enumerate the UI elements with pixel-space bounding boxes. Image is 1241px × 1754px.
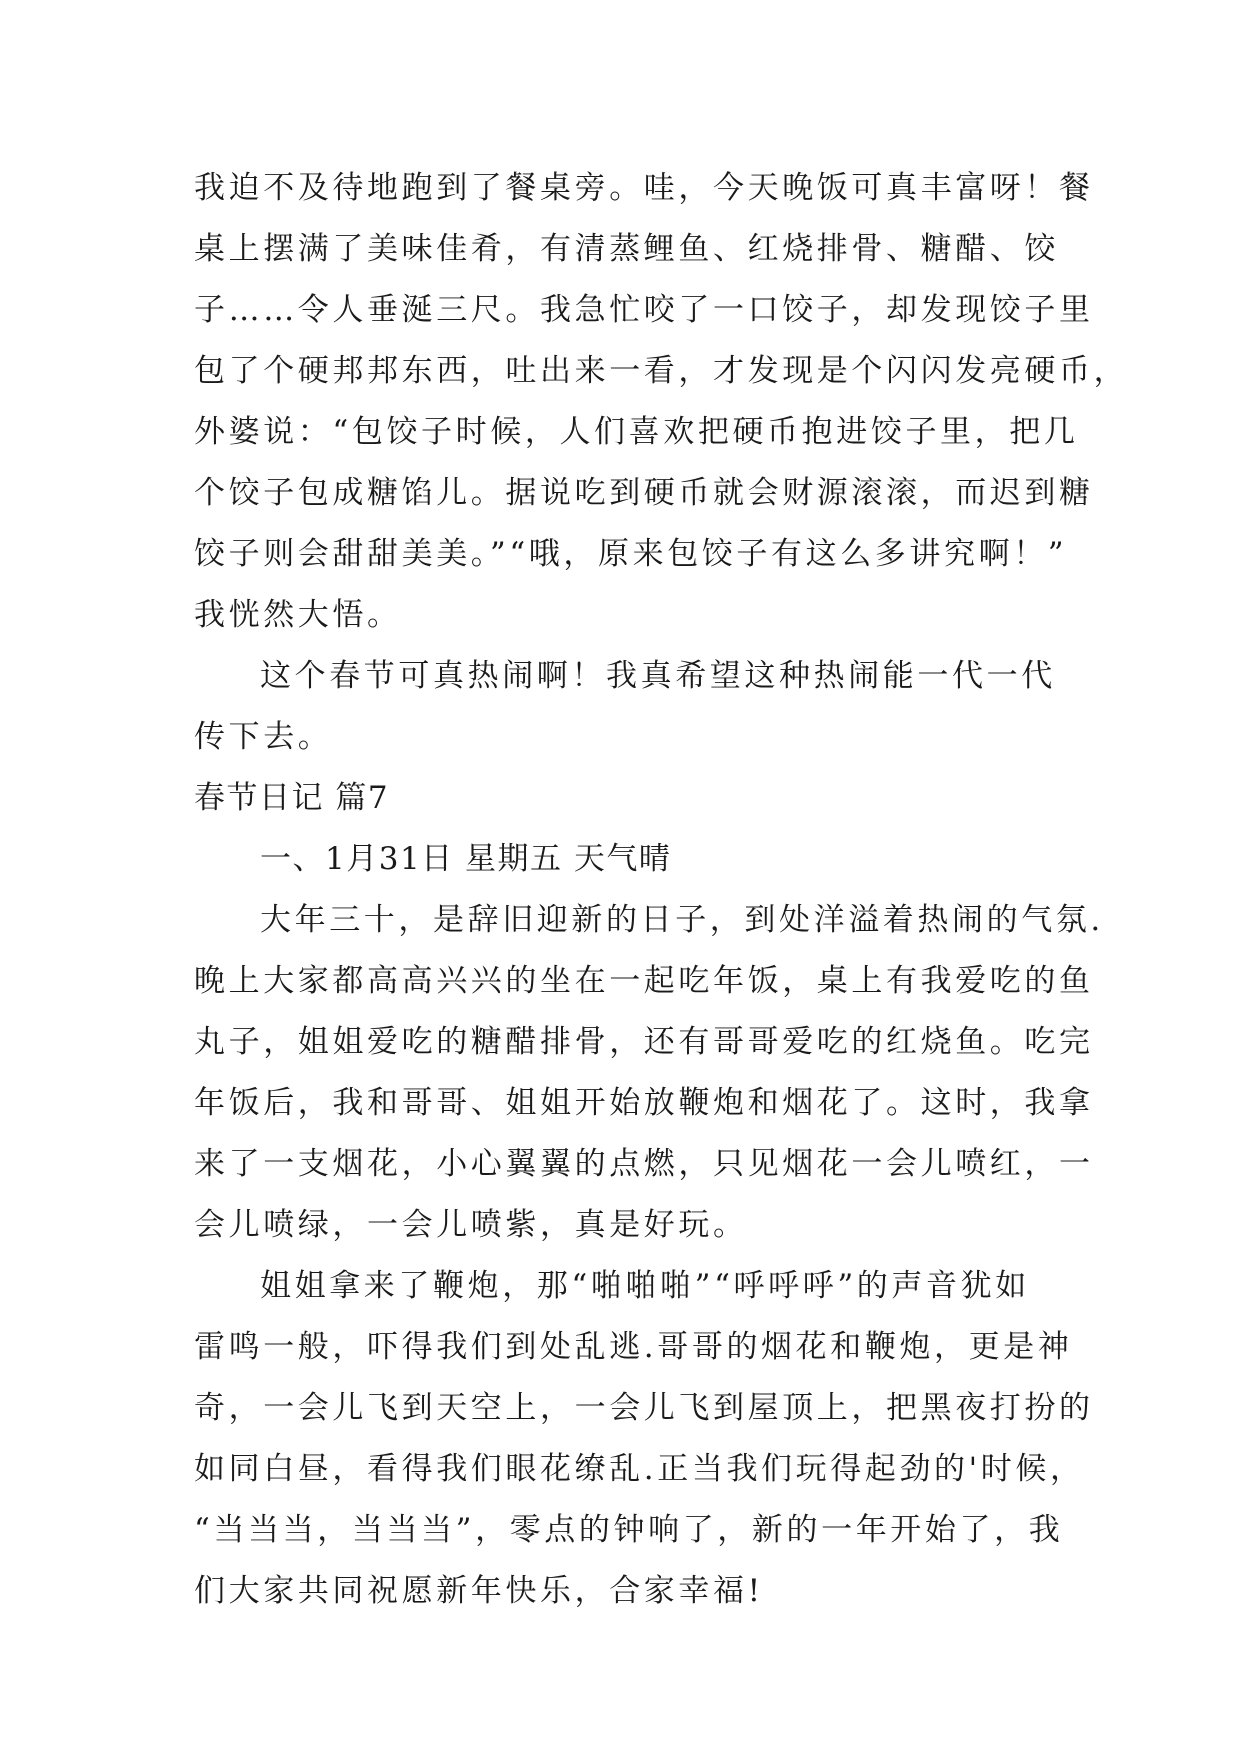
paragraph-line: 桌上摆满了美味佳肴，有清蒸鲤鱼、红烧排骨、糖醋、饺	[194, 231, 1059, 267]
paragraph-line: 们大家共同祝愿新年快乐，合家幸福!	[194, 1573, 764, 1609]
paragraph-line: 子……令人垂涎三尺。我急忙咬了一口饺子，却发现饺子里	[194, 292, 1094, 328]
paragraph-line: 姐姐拿来了鞭炮，那“啪啪啪”“呼呼呼”的声音犹如	[260, 1268, 1030, 1304]
paragraph-line: 丸子，姐姐爱吃的糖醋排骨，还有哥哥爱吃的红烧鱼。吃完	[194, 1024, 1094, 1060]
paragraph-line: 外婆说：“包饺子时候，人们喜欢把硬币抱进饺子里，把几	[194, 414, 1079, 450]
paragraph-line: 个饺子包成糖馅儿。据说吃到硬币就会财源滚滚，而迟到糖	[194, 475, 1094, 511]
paragraph-line: 会儿喷绿，一会儿喷紫，真是好玩。	[194, 1207, 748, 1243]
paragraph-line: 年饭后，我和哥哥、姐姐开始放鞭炮和烟花了。这时，我拿	[194, 1085, 1094, 1121]
paragraph-line: 来了一支烟花，小心翼翼的点燃，只见烟花一会儿喷红，一	[194, 1146, 1094, 1182]
date-weather-line: 一、1月31日 星期五 天气晴	[260, 841, 672, 877]
paragraph-line: 大年三十，是辞旧迎新的日子，到处洋溢着热闹的气氛.	[260, 902, 1104, 938]
paragraph-line: 包了个硬邦邦东西，吐出来一看，才发现是个闪闪发亮硬币，	[194, 353, 1129, 389]
paragraph-line: 这个春节可真热闹啊！我真希望这种热闹能一代一代	[260, 658, 1056, 694]
paragraph-line: 晚上大家都高高兴兴的坐在一起吃年饭，桌上有我爱吃的鱼	[194, 963, 1094, 999]
paragraph-line: 饺子则会甜甜美美。”“哦，原来包饺子有这么多讲究啊！”	[194, 536, 1068, 572]
paragraph-line: 我恍然大悟。	[194, 597, 402, 633]
paragraph-line: 如同白昼，看得我们眼花缭乱.正当我们玩得起劲的'时候，	[194, 1451, 1085, 1487]
paragraph-line: “当当当，当当当”，零点的钟响了，新的一年开始了，我	[194, 1512, 1064, 1548]
paragraph-line: 奇，一会儿飞到天空上，一会儿飞到屋顶上，把黑夜打扮的	[194, 1390, 1094, 1426]
paragraph-line: 传下去。	[194, 719, 333, 755]
paragraph-line: 雷鸣一般，吓得我们到处乱逃.哥哥的烟花和鞭炮，更是神	[194, 1329, 1073, 1365]
paragraph-line: 我迫不及待地跑到了餐桌旁。哇，今天晚饭可真丰富呀！餐	[194, 170, 1094, 206]
section-heading: 春节日记 篇7	[194, 780, 390, 816]
